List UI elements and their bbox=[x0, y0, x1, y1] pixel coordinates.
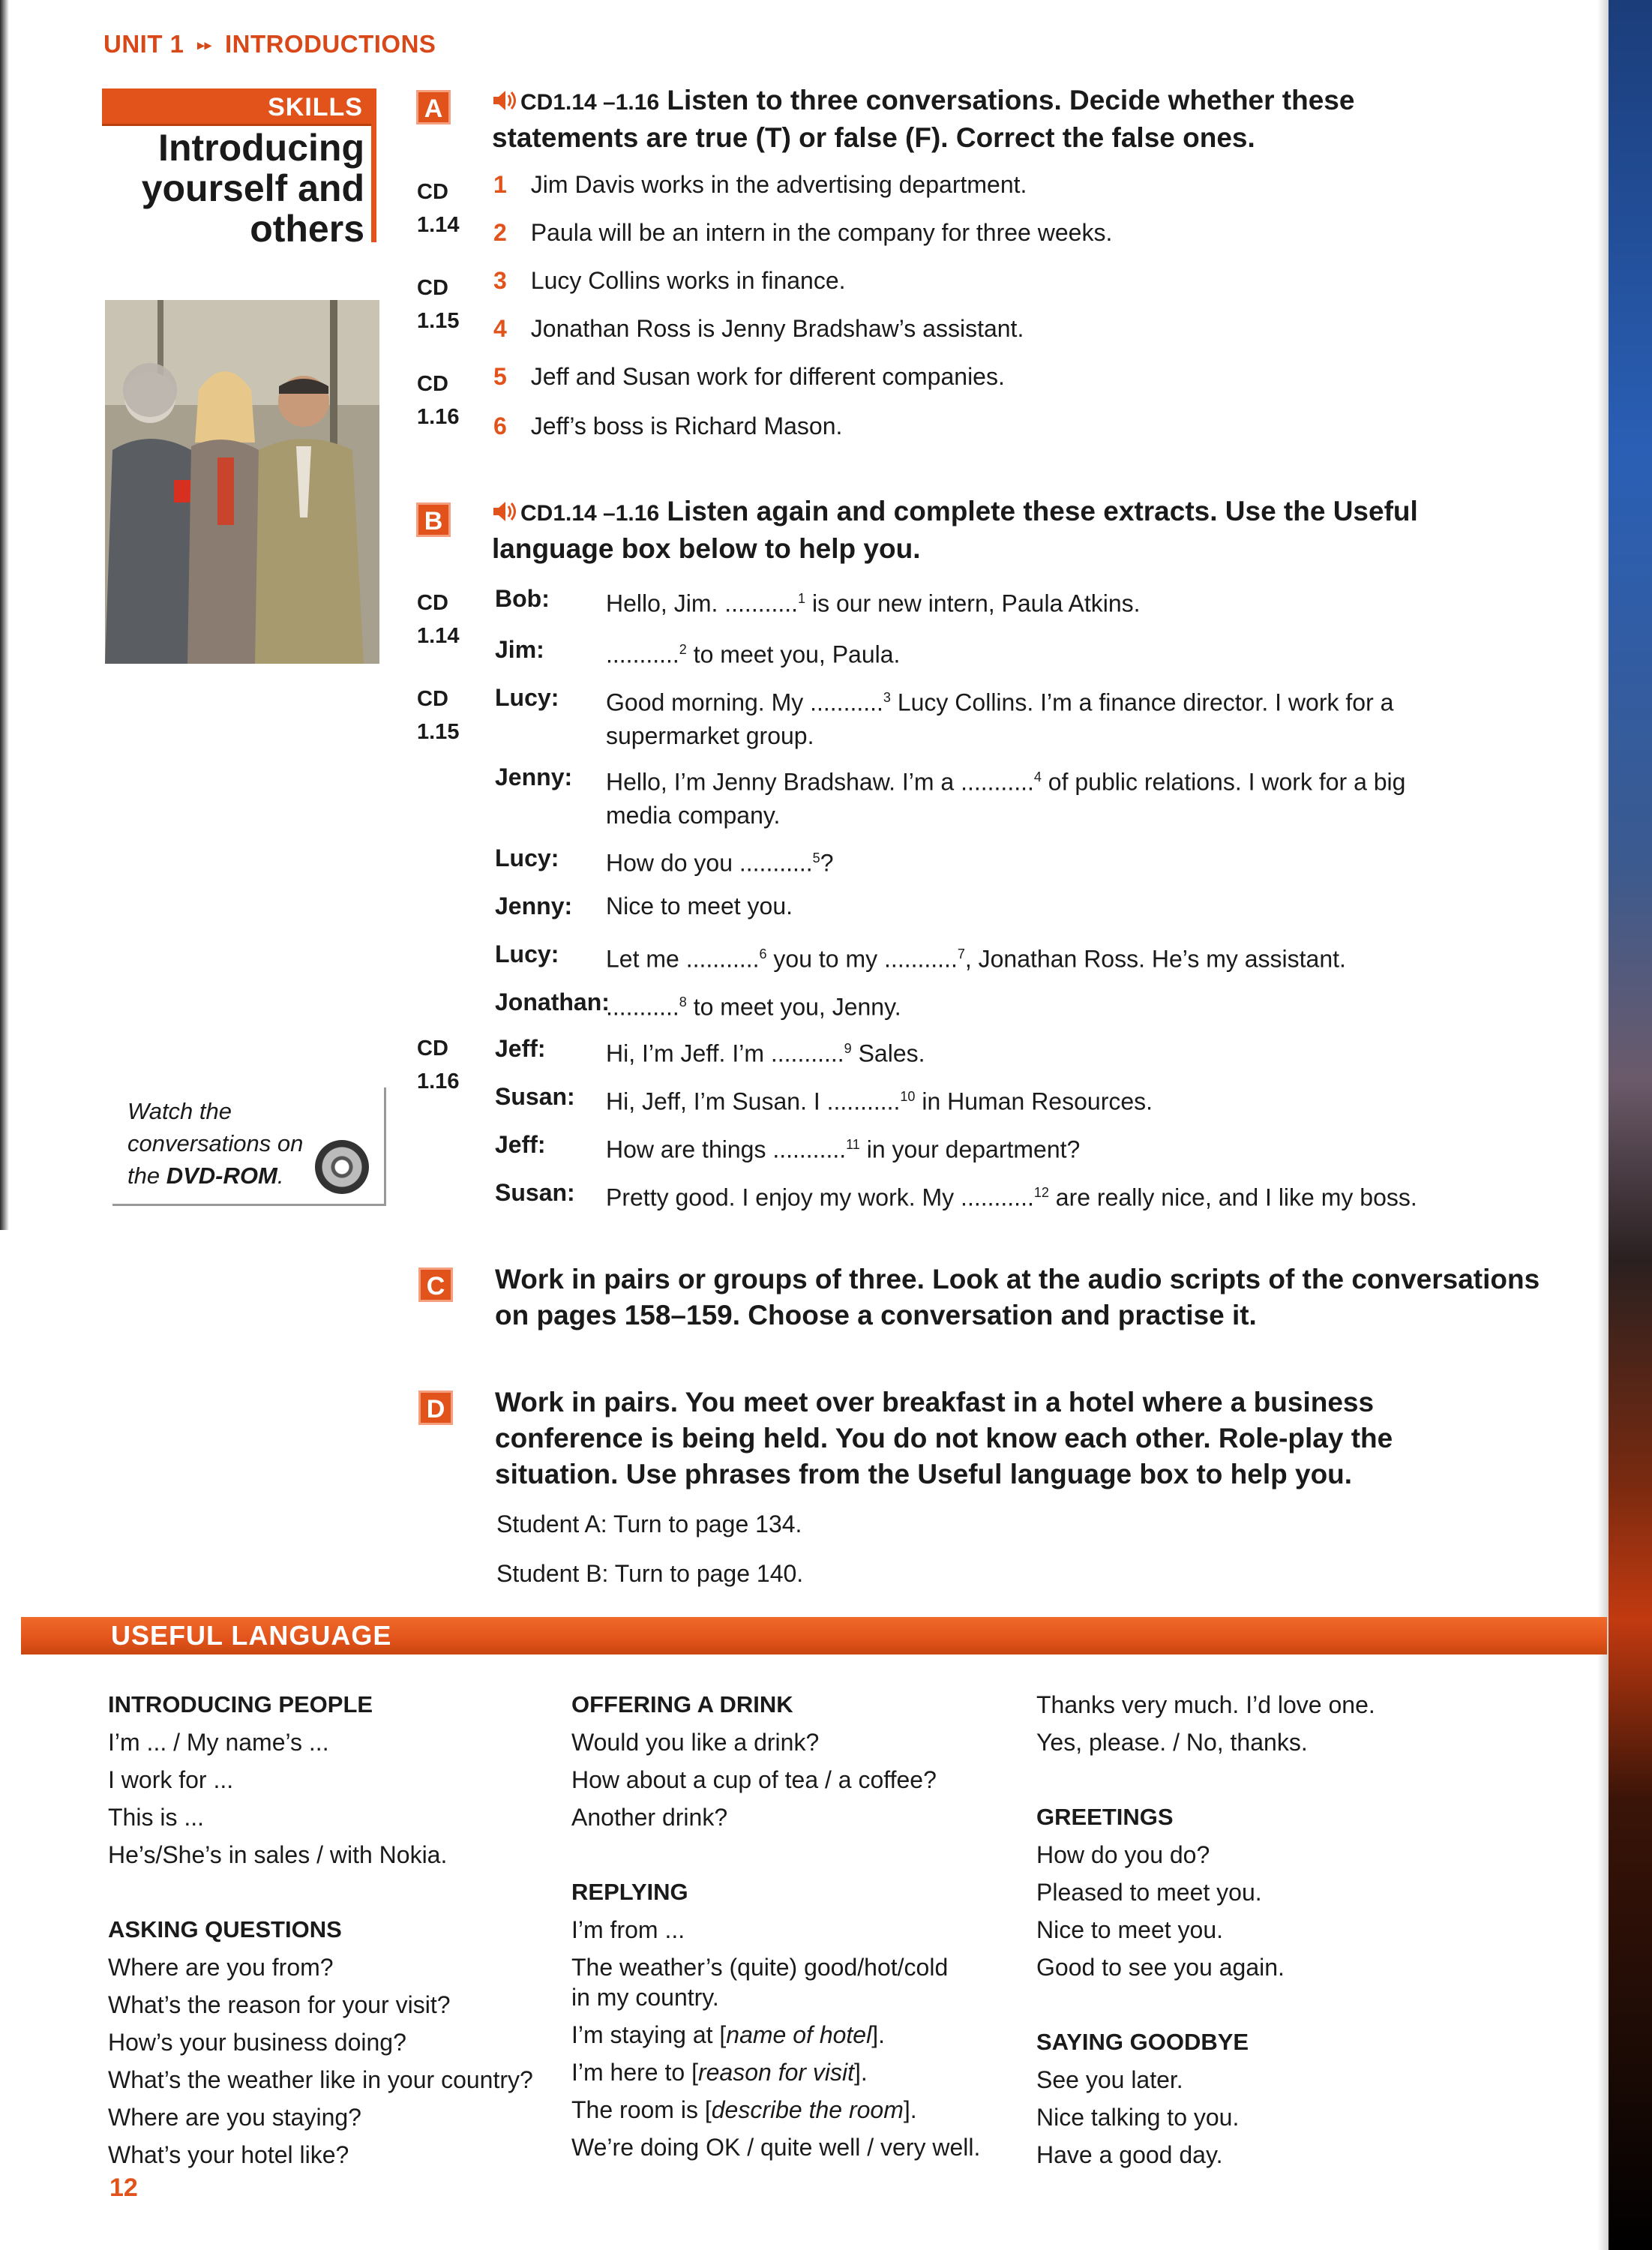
gap-number: 8 bbox=[679, 994, 687, 1010]
cd-track: 1.15 bbox=[417, 309, 460, 333]
phrase: Where are you from? bbox=[108, 1954, 334, 1981]
text-part: in Human Resources. bbox=[915, 1088, 1153, 1115]
gap-blank: ........... bbox=[884, 945, 958, 973]
phrase bbox=[571, 2091, 1021, 2128]
statement-number: 6 bbox=[493, 412, 507, 440]
phrase: Have a good day. bbox=[1036, 2141, 1223, 2168]
text-part: Hi, I’m Jeff. I’m bbox=[606, 1040, 771, 1067]
text-part: of public relations. I work for a big bbox=[1041, 768, 1406, 796]
statement-text: Paula will be an intern in the company for three weeks. bbox=[530, 219, 1113, 246]
instruction-text: Listen again and complete these extracts. Use the Useful bbox=[659, 496, 1418, 526]
header-arrows-icon: ▸▸ bbox=[197, 38, 212, 52]
statement-item bbox=[493, 412, 842, 440]
instruction-text: Listen to three conversations. Decide whether these bbox=[659, 85, 1355, 116]
instruction-line: language box below to help you. bbox=[492, 533, 921, 564]
phrase-part: The room is [ bbox=[571, 2096, 712, 2123]
statement-number: 1 bbox=[493, 171, 507, 198]
skills-title-line: Introducing bbox=[158, 127, 364, 169]
phrase: He’s/She’s in sales / with Nokia. bbox=[108, 1841, 448, 1868]
phrase-heading: ASKING QUESTIONS bbox=[108, 1916, 342, 1942]
phrase bbox=[571, 1948, 1021, 2016]
phrase bbox=[571, 2054, 1021, 2091]
speaker-name: Jeff: bbox=[495, 1131, 546, 1158]
page-number: 12 bbox=[109, 2174, 138, 2202]
text-part: Hi, Jeff, I’m Susan. I bbox=[606, 1088, 827, 1115]
skills-label: SKILLS bbox=[268, 93, 363, 122]
gap-number: 4 bbox=[1033, 770, 1042, 784]
cd-track-label bbox=[417, 586, 459, 652]
dvd-note-text-part: the bbox=[127, 1162, 166, 1189]
dvd-note-text bbox=[127, 1095, 303, 1192]
speaker-name: Jenny: bbox=[495, 764, 573, 790]
dvd-rom-label: DVD-ROM bbox=[166, 1162, 277, 1189]
statement-text: Jonathan Ross is Jenny Bradshaw’s assistant. bbox=[530, 315, 1024, 342]
cd-label: CD bbox=[417, 1036, 448, 1060]
phrase: Yes, please. / No, thanks. bbox=[1036, 1729, 1308, 1756]
phrase-part: ]. bbox=[903, 2096, 917, 2123]
instruction-line: Work in pairs or groups of three. Look at the audio scripts of the conversations bbox=[495, 1264, 1540, 1294]
cd-reference: CD1.14 –1.16 bbox=[520, 501, 660, 526]
cd-track-label bbox=[417, 1032, 459, 1098]
text-part: Sales. bbox=[851, 1040, 925, 1067]
speaker-name: Jeff: bbox=[495, 1035, 546, 1062]
text-part: media company. bbox=[606, 801, 781, 829]
statement-number: 4 bbox=[493, 315, 507, 342]
dialogue-text bbox=[606, 842, 833, 880]
phrase-part: The weather’s (quite) good/hot/cold bbox=[571, 1954, 949, 1981]
gap-number: 6 bbox=[759, 946, 767, 962]
statement-item bbox=[493, 171, 1027, 199]
text-part: in your department? bbox=[859, 1136, 1081, 1163]
phrase: I work for ... bbox=[108, 1766, 234, 1793]
dialogue-text bbox=[606, 938, 1346, 976]
cd-track-label bbox=[417, 682, 459, 748]
phrase: What’s the weather like in your country? bbox=[108, 2066, 533, 2093]
unit-header bbox=[103, 30, 436, 58]
instruction-line bbox=[492, 494, 1572, 531]
speaker-name: Jonathan: bbox=[495, 988, 610, 1016]
cd-track: 1.14 bbox=[417, 624, 460, 648]
gap-blank: ........... bbox=[606, 993, 679, 1021]
gap-blank: ........... bbox=[826, 1088, 901, 1115]
speaker-icon bbox=[492, 500, 517, 523]
phrase-part: I’m staying at [ bbox=[571, 2021, 727, 2048]
instruction-line: situation. Use phrases from the Useful language box to help you. bbox=[495, 1459, 1353, 1490]
phrase-part: I’m here to [ bbox=[571, 2059, 698, 2086]
gap-blank: ........... bbox=[770, 1040, 844, 1067]
dialogue-text bbox=[606, 1080, 1153, 1118]
text-part: Pretty good. I enjoy my work. My bbox=[606, 1184, 961, 1211]
dvd-note-text-part: . bbox=[277, 1162, 284, 1189]
gap-blank: ........... bbox=[810, 688, 883, 716]
dialogue-text: Nice to meet you. bbox=[606, 892, 793, 920]
instruction-line: conference is being held. You do not know each other. Role-play the bbox=[495, 1423, 1393, 1454]
gap-number: 3 bbox=[883, 690, 891, 705]
text-part: Hello, I’m Jenny Bradshaw. I’m a bbox=[606, 768, 961, 796]
statement-text: Jeff’s boss is Richard Mason. bbox=[530, 412, 843, 440]
phrase: See you later. bbox=[1036, 2066, 1183, 2093]
useful-language-bar bbox=[21, 1617, 1607, 1654]
phrase: How’s your business doing? bbox=[108, 2029, 406, 2056]
phrase-heading: SAYING GOODBYE bbox=[1036, 2029, 1249, 2055]
business-people-photo bbox=[105, 300, 379, 664]
gap-number: 7 bbox=[957, 946, 965, 962]
dialogue-text bbox=[606, 1176, 1417, 1214]
gap-blank: ........... bbox=[685, 945, 760, 973]
dialogue-text bbox=[606, 760, 1405, 832]
gap-number: 1 bbox=[798, 591, 806, 606]
text-part: is our new intern, Paula Atkins. bbox=[805, 590, 1141, 617]
gap-blank: ........... bbox=[961, 1184, 1034, 1211]
statement-number: 5 bbox=[493, 363, 507, 390]
unit-label: UNIT 1 bbox=[103, 30, 184, 58]
dialogue-text bbox=[606, 582, 1141, 620]
text-part: Let me bbox=[606, 945, 686, 973]
skills-title bbox=[112, 128, 364, 249]
phrase-part: in my country. bbox=[571, 1984, 719, 2011]
cd-track: 1.16 bbox=[417, 405, 460, 429]
phrase: Good to see you again. bbox=[1036, 1954, 1285, 1981]
phrase-heading: GREETINGS bbox=[1036, 1804, 1174, 1830]
phrase: Where are you staying? bbox=[108, 2104, 361, 2131]
phrase: This is ... bbox=[108, 1804, 205, 1831]
page-binding-edge bbox=[0, 0, 9, 1230]
speaker-name: Lucy: bbox=[495, 940, 559, 968]
section-b-letter: B bbox=[416, 502, 451, 537]
phrase: How do you do? bbox=[1036, 1841, 1210, 1868]
skills-title-line: yourself and bbox=[141, 167, 364, 209]
gap-blank: ........... bbox=[606, 640, 679, 668]
phrase: I’m ... / My name’s ... bbox=[108, 1729, 329, 1756]
statement-item bbox=[493, 267, 846, 295]
cd-label: CD bbox=[417, 687, 448, 711]
cd-label: CD bbox=[417, 372, 448, 396]
phrase: Another drink? bbox=[571, 1804, 728, 1831]
phrase-part: ]. bbox=[854, 2059, 868, 2086]
dvd-note bbox=[112, 1088, 386, 1206]
useful-language-column-1 bbox=[108, 1686, 558, 2174]
instruction-line: on pages 158–159. Choose a conversation and practise it. bbox=[495, 1300, 1257, 1330]
text-part: Good morning. My bbox=[606, 688, 811, 716]
dvd-note-line: Watch the bbox=[127, 1098, 232, 1124]
phrase: Would you like a drink? bbox=[571, 1729, 820, 1756]
gap-number: 9 bbox=[844, 1041, 852, 1056]
section-d-letter: D bbox=[418, 1390, 453, 1425]
gap-number: 5 bbox=[812, 850, 820, 866]
text-part: are really nice, and I like my boss. bbox=[1048, 1184, 1417, 1211]
cd-label: CD bbox=[417, 276, 448, 300]
phrase: Nice talking to you. bbox=[1036, 2104, 1240, 2131]
statement-item bbox=[493, 219, 1112, 247]
dialogue-text bbox=[606, 681, 1393, 752]
dialogue-text bbox=[606, 1128, 1080, 1166]
statement-text: Jim Davis works in the advertising department. bbox=[530, 171, 1027, 198]
section-c-instruction bbox=[495, 1262, 1575, 1334]
gap-number: 12 bbox=[1033, 1185, 1049, 1200]
dvd-note-line bbox=[127, 1160, 303, 1192]
skills-bar bbox=[102, 88, 376, 126]
statement-text: Lucy Collins works in finance. bbox=[530, 267, 846, 294]
student-a-instruction: Student A: Turn to page 134. bbox=[496, 1510, 802, 1538]
text-part: ? bbox=[820, 849, 834, 877]
speaker-name: Bob: bbox=[495, 585, 550, 612]
phrase: We’re doing OK / quite well / very well. bbox=[571, 2134, 981, 2161]
unit-section: INTRODUCTIONS bbox=[224, 30, 436, 58]
gap-number: 11 bbox=[846, 1137, 860, 1152]
skills-rule bbox=[371, 88, 376, 242]
phrase-part: ]. bbox=[871, 2021, 885, 2048]
phrase: Thanks very much. I’d love one. bbox=[1036, 1691, 1375, 1718]
instruction-line: Work in pairs. You meet over breakfast in a hotel where a business bbox=[495, 1387, 1375, 1418]
cd-track-label bbox=[417, 272, 459, 338]
speaker-name: Lucy: bbox=[495, 684, 559, 711]
cd-label: CD bbox=[417, 180, 448, 204]
student-b-instruction: Student B: Turn to page 140. bbox=[496, 1560, 804, 1587]
phrase: Pleased to meet you. bbox=[1036, 1879, 1262, 1906]
phrase: I’m from ... bbox=[571, 1916, 685, 1943]
useful-language-column-3 bbox=[1036, 1686, 1576, 2174]
speaker-name: Susan: bbox=[495, 1179, 575, 1206]
speaker-icon bbox=[492, 89, 517, 112]
phrase-placeholder: name of hotel bbox=[726, 2021, 872, 2048]
speaker-name: Jim: bbox=[495, 636, 544, 663]
section-c-letter: C bbox=[418, 1268, 453, 1302]
phrase bbox=[571, 2016, 1021, 2054]
text-part: to meet you, Paula. bbox=[686, 640, 901, 668]
dialogue-text bbox=[606, 633, 900, 671]
text-part: to meet you, Jenny. bbox=[686, 993, 901, 1021]
gap-blank: ........... bbox=[739, 849, 813, 877]
text-part: you to my bbox=[766, 945, 885, 973]
dialogue-text bbox=[606, 1032, 925, 1070]
speaker-name: Lucy: bbox=[495, 844, 559, 872]
cd-track: 1.15 bbox=[417, 720, 460, 744]
section-a-instruction bbox=[492, 82, 1572, 155]
text-part: Hello, Jim. bbox=[606, 590, 725, 617]
phrase-heading: OFFERING A DRINK bbox=[571, 1691, 793, 1718]
adjacent-page-photo bbox=[1609, 0, 1652, 2250]
cd-reference: CD1.14 –1.16 bbox=[520, 90, 660, 115]
phrase: What’s the reason for your visit? bbox=[108, 1991, 451, 2018]
section-d-instruction bbox=[495, 1384, 1575, 1492]
text-part: Lucy Collins. I’m a finance director. I work for a bbox=[890, 688, 1394, 716]
section-a-letter: A bbox=[416, 90, 451, 124]
gap-blank: ........... bbox=[772, 1136, 847, 1163]
statement-number: 2 bbox=[493, 219, 507, 246]
phrase-placeholder: reason for visit bbox=[697, 2059, 855, 2086]
photo-illustration bbox=[105, 300, 379, 664]
cd-track: 1.16 bbox=[417, 1070, 460, 1094]
cd-track-label bbox=[417, 176, 459, 242]
gap-number: 10 bbox=[900, 1089, 916, 1104]
useful-language-title: USEFUL LANGUAGE bbox=[111, 1620, 392, 1651]
useful-language-column-2 bbox=[571, 1686, 1021, 2166]
text-part: , Jonathan Ross. He’s my assistant. bbox=[964, 945, 1346, 973]
phrase: Nice to meet you. bbox=[1036, 1916, 1223, 1943]
cd-track-label bbox=[417, 368, 459, 434]
skills-title-line: others bbox=[250, 208, 364, 250]
cd-track: 1.14 bbox=[417, 213, 460, 237]
page-fold-shadow bbox=[1597, 0, 1609, 2250]
cd-label: CD bbox=[417, 591, 448, 615]
phrase-heading: INTRODUCING PEOPLE bbox=[108, 1691, 373, 1718]
speaker-name: Susan: bbox=[495, 1083, 575, 1110]
text-part: How do you bbox=[606, 849, 739, 877]
instruction-line bbox=[492, 82, 1572, 120]
gap-blank: ........... bbox=[961, 768, 1034, 796]
phrase-heading: REPLYING bbox=[571, 1879, 688, 1905]
gap-blank: ........... bbox=[724, 590, 799, 617]
phrase: What’s your hotel like? bbox=[108, 2141, 349, 2168]
dvd-note-line: conversations on bbox=[127, 1130, 304, 1156]
section-b-instruction bbox=[492, 494, 1572, 566]
dialogue-text bbox=[606, 986, 901, 1024]
text-part: How are things bbox=[606, 1136, 773, 1163]
phrase: How about a cup of tea / a coffee? bbox=[571, 1766, 937, 1793]
statement-item bbox=[493, 315, 1024, 343]
phrase-placeholder: describe the room bbox=[711, 2096, 904, 2123]
statement-text: Jeff and Susan work for different companies. bbox=[530, 363, 1005, 390]
statement-number: 3 bbox=[493, 267, 507, 294]
instruction-line: statements are true (T) or false (F). Correct the false ones. bbox=[492, 122, 1255, 153]
dvd-disc-icon bbox=[315, 1140, 369, 1194]
text-part: supermarket group. bbox=[606, 722, 814, 749]
statement-item bbox=[493, 363, 1005, 391]
gap-number: 2 bbox=[679, 642, 687, 657]
speaker-name: Jenny: bbox=[495, 892, 573, 920]
